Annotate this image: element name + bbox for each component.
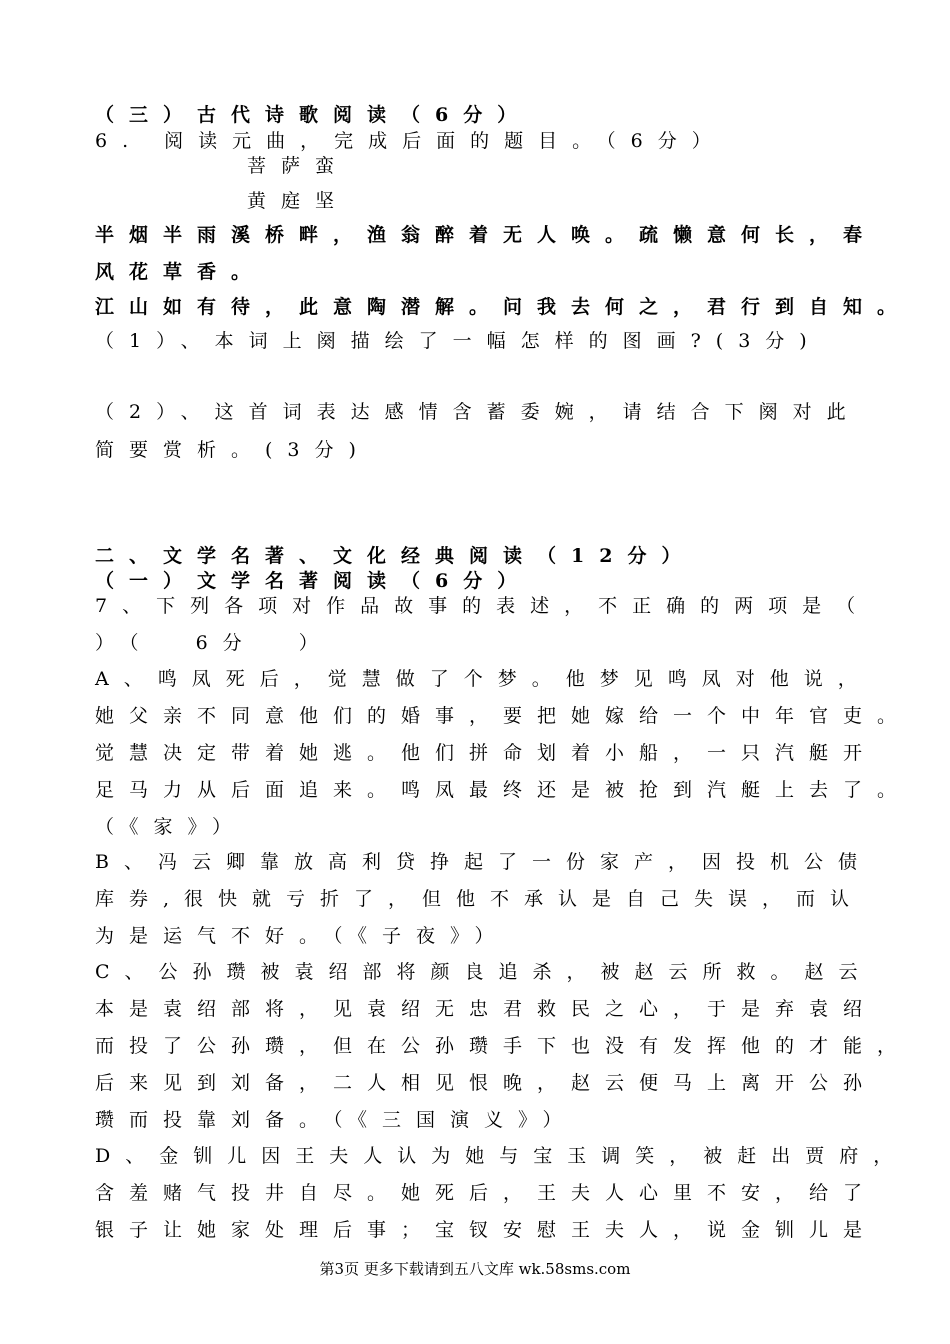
option-line: C、公孙瓒被袁绍部将颜良追杀，被赵云所救。赵云 xyxy=(95,961,873,983)
option-line: 瓒而投靠刘备。（《三国演义》） xyxy=(95,1109,577,1131)
question-7-prompt-line-2: ）（ 6分 ） xyxy=(95,632,333,654)
subquestion-2-line-2: 简要赏析。(3分) xyxy=(95,439,371,461)
option-line: 足马力从后面追来。鸣凤最终还是被抢到汽艇上去了。 xyxy=(95,779,912,801)
poem-author: 黄庭坚 xyxy=(247,190,350,212)
question-6-prompt: 6. 阅读元曲，完成后面的题目。（6分） xyxy=(95,130,726,152)
option-line: 后来见到刘备，二人相见恨晚，赵云便马上离开公孙 xyxy=(95,1072,878,1094)
option-line: 库券,很快就亏折了，但他不承认是自己失误，而认 xyxy=(95,888,865,910)
page-footer: 第3页 更多下载请到五八文库 wk.58sms.com xyxy=(319,1260,631,1278)
option-line: A、鸣凤死后，觉慧做了个梦。他梦见鸣凤对他说， xyxy=(95,668,872,690)
option-line: D、金钏儿因王夫人认为她与宝玉调笑，被赶出贾府， xyxy=(95,1145,908,1167)
question-7-prompt-line-1: 7、下列各项对作品故事的表述，不正确的两项是（ xyxy=(95,595,871,617)
section2-title: 二、文学名著、文化经典阅读（12分） xyxy=(95,545,696,567)
section2-1-title: （一）文学名著阅读（6分） xyxy=(95,570,532,592)
poem-line-2: 风花草香。 xyxy=(95,261,266,283)
option-line: B、冯云卿靠放高利贷挣起了一份家产，因投机公债 xyxy=(95,851,872,873)
subquestion-1: （1）、本词上阕描绘了一幅怎样的图画?(3分) xyxy=(95,330,822,352)
option-line: 而投了公孙瓒，但在公孙瓒手下也没有发挥他的才能， xyxy=(95,1035,912,1057)
section3-title: （三）古代诗歌阅读（6分） xyxy=(95,104,532,126)
subquestion-2-line-1: （2）、这首词表达感情含蓄委婉，请结合下阕对此 xyxy=(95,401,861,423)
option-line: （《家》） xyxy=(95,816,247,838)
option-line: 为是运气不好。（《子夜》） xyxy=(95,925,509,947)
option-line: 含羞赌气投井自尽。她死后，王夫人心里不安，给了 xyxy=(95,1182,878,1204)
poem-line-3: 江山如有待，此意陶潜解。问我去何之，君行到自知。 xyxy=(95,296,912,318)
option-line: 本是袁绍部将，见袁绍无忠君救民之心，于是弃袁绍 xyxy=(95,998,878,1020)
option-line: 银子让她家处理后事；宝钗安慰王夫人，说金钏儿是 xyxy=(95,1219,878,1241)
poem-title: 菩萨蛮 xyxy=(247,155,350,177)
option-line: 觉慧决定带着她逃。他们拼命划着小船，一只汽艇开 xyxy=(95,742,878,764)
poem-line-1: 半烟半雨溪桥畔，渔翁醉着无人唤。疏懒意何长，春 xyxy=(95,224,878,246)
option-line: 她父亲不同意他们的婚事，要把她嫁给一个中年官吏。 xyxy=(95,705,912,727)
